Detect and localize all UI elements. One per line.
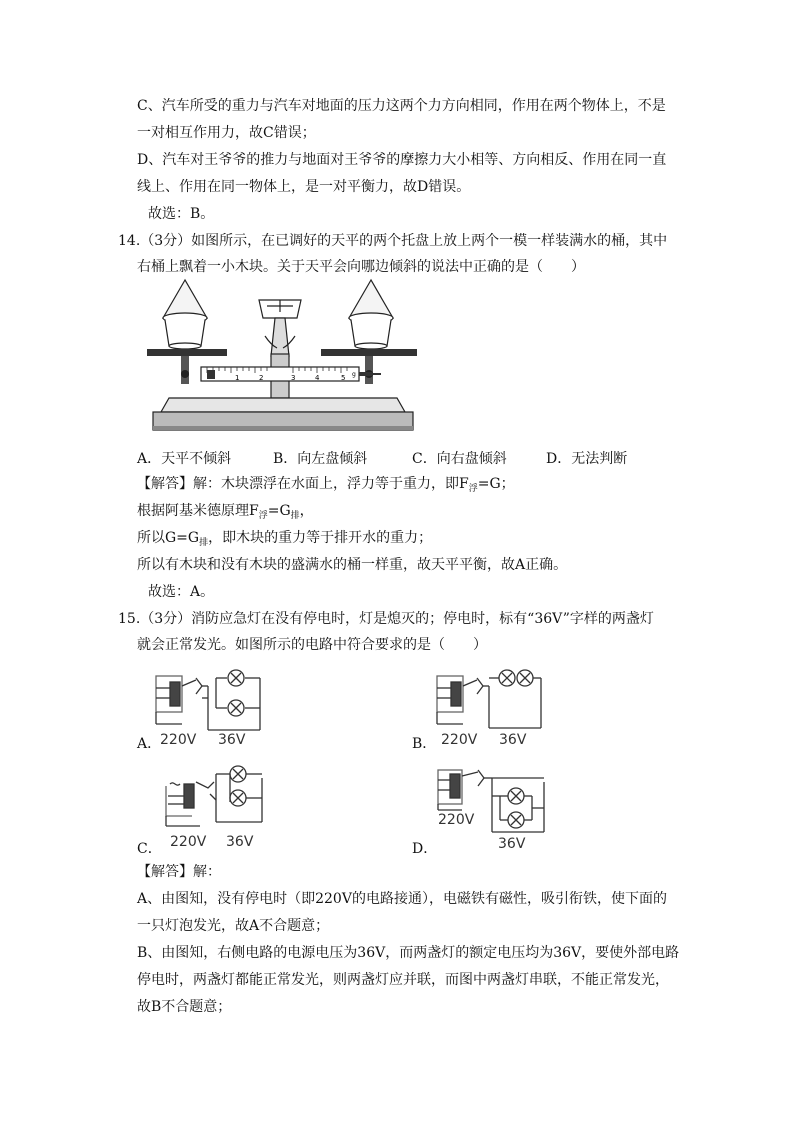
solution-15-line-5: 故B不合题意； (137, 999, 232, 1015)
option-d-line-2: 线上、作用在同一物体上，是一对平衡力，故D错误。 (137, 179, 471, 195)
solution-15-line-2: 一只灯泡发光，故A不合题意； (137, 918, 330, 934)
left-bucket (163, 280, 207, 349)
question-15-line-2: 就会正常发光。如图所示的电路中符合要求的是（ ） (137, 637, 487, 653)
answer-14: 故选：A。 (148, 584, 215, 600)
tick-label-4: 4 (315, 374, 320, 382)
tick-label-unit: g (352, 371, 356, 378)
option-c-line-2: 一对相互作用力，故C错误； (137, 125, 316, 141)
tick-label-5: 5 (341, 374, 346, 382)
q14-option-c: C．向右盘倾斜 (412, 451, 507, 467)
voltage-220v: 220V (438, 812, 475, 828)
voltage-36v: 36V (499, 732, 527, 748)
q14-option-d: D．无法判断 (546, 451, 628, 467)
balance-base (153, 398, 413, 430)
q14-option-b: B．向左盘倾斜 (273, 451, 368, 467)
left-pan (147, 349, 227, 356)
tick-label-3: 3 (291, 374, 296, 382)
solution-14-line-2: 根据阿基米德原理$F_浮=G_排$， (137, 503, 314, 521)
question-15-line-1: 15.（3分）消防应急灯在没有停电时，灯是熄灭的；停电时，标有“36V”字样的两盏灯 (118, 611, 654, 627)
beam-ruler (201, 367, 381, 382)
rider (207, 370, 215, 379)
circuit-a-label: A． (137, 736, 162, 752)
balance-scale-figure (143, 278, 423, 438)
answer-13: 故选：B。 (148, 206, 215, 222)
solution-14-line-1: 【解答】解：木块漂浮在水面上，浮力等于重力，即$F_浮=G$； (137, 476, 515, 494)
right-bucket (349, 280, 393, 349)
voltage-36v: 36V (226, 834, 254, 850)
voltage-36v: 36V (218, 732, 246, 748)
circuit-b-label: B． (412, 736, 437, 752)
solution-14-line-3: 所以$G=G_排$，即木块的重力等于排开水的重力； (137, 530, 433, 548)
question-14-line-1: 14.（3分）如图所示，在已调好的天平的两个托盘上放上两个一模一样装满水的桶，其中 (118, 233, 668, 249)
voltage-220v: 220V (441, 732, 478, 748)
center-column (265, 318, 295, 398)
solution-14-line-4: 所以有木块和没有木块的盛满水的桶一样重，故天平平衡，故A正确。 (137, 557, 568, 573)
circuit-c-figure (160, 760, 270, 852)
q14-option-a: A．天平不倾斜 (137, 451, 232, 467)
circuit-a-figure (152, 668, 264, 748)
solution-15-line-1: A、由图知，没有停电时（即220V的电路接通），电磁铁有磁性，吸引衔铁，使下面的 (137, 891, 667, 907)
circuit-d-label: D． (412, 841, 438, 857)
voltage-220v: 220V (170, 834, 207, 850)
option-d-line-1: D、汽车对王爷爷的推力与地面对王爷爷的摩擦力大小相等、方向相反、作用在同一直 (137, 152, 667, 168)
voltage-220v: 220V (160, 732, 197, 748)
circuit-d-figure (434, 762, 550, 852)
solution-15-line-4: 停电时，两盏灯都能正常发光，则两盏灯应并联，而图中两盏灯串联，不能正常发光， (137, 972, 669, 988)
tick-label-1: 1 (235, 374, 240, 382)
solution-15-line-3: B、由图知，右侧电路的电源电压为36V，而两盏灯的额定电压均为36V，要使外部电路 (137, 945, 680, 961)
circuit-b-figure (433, 668, 545, 748)
circuit-c-label: C． (137, 841, 162, 857)
voltage-36v: 36V (498, 836, 526, 852)
option-c-line-1: C、汽车所受的重力与汽车对地面的压力这两个力方向相同，作用在两个物体上，不是 (137, 98, 666, 114)
solution-15-heading: 【解答】解： (137, 864, 221, 880)
tick-label-2: 2 (259, 374, 264, 382)
right-pan (321, 349, 417, 356)
pointer-scale (259, 300, 301, 318)
question-14-line-2: 右桶上飘着一小木块。关于天平会向哪边倾斜的说法中正确的是（ ） (137, 259, 585, 275)
